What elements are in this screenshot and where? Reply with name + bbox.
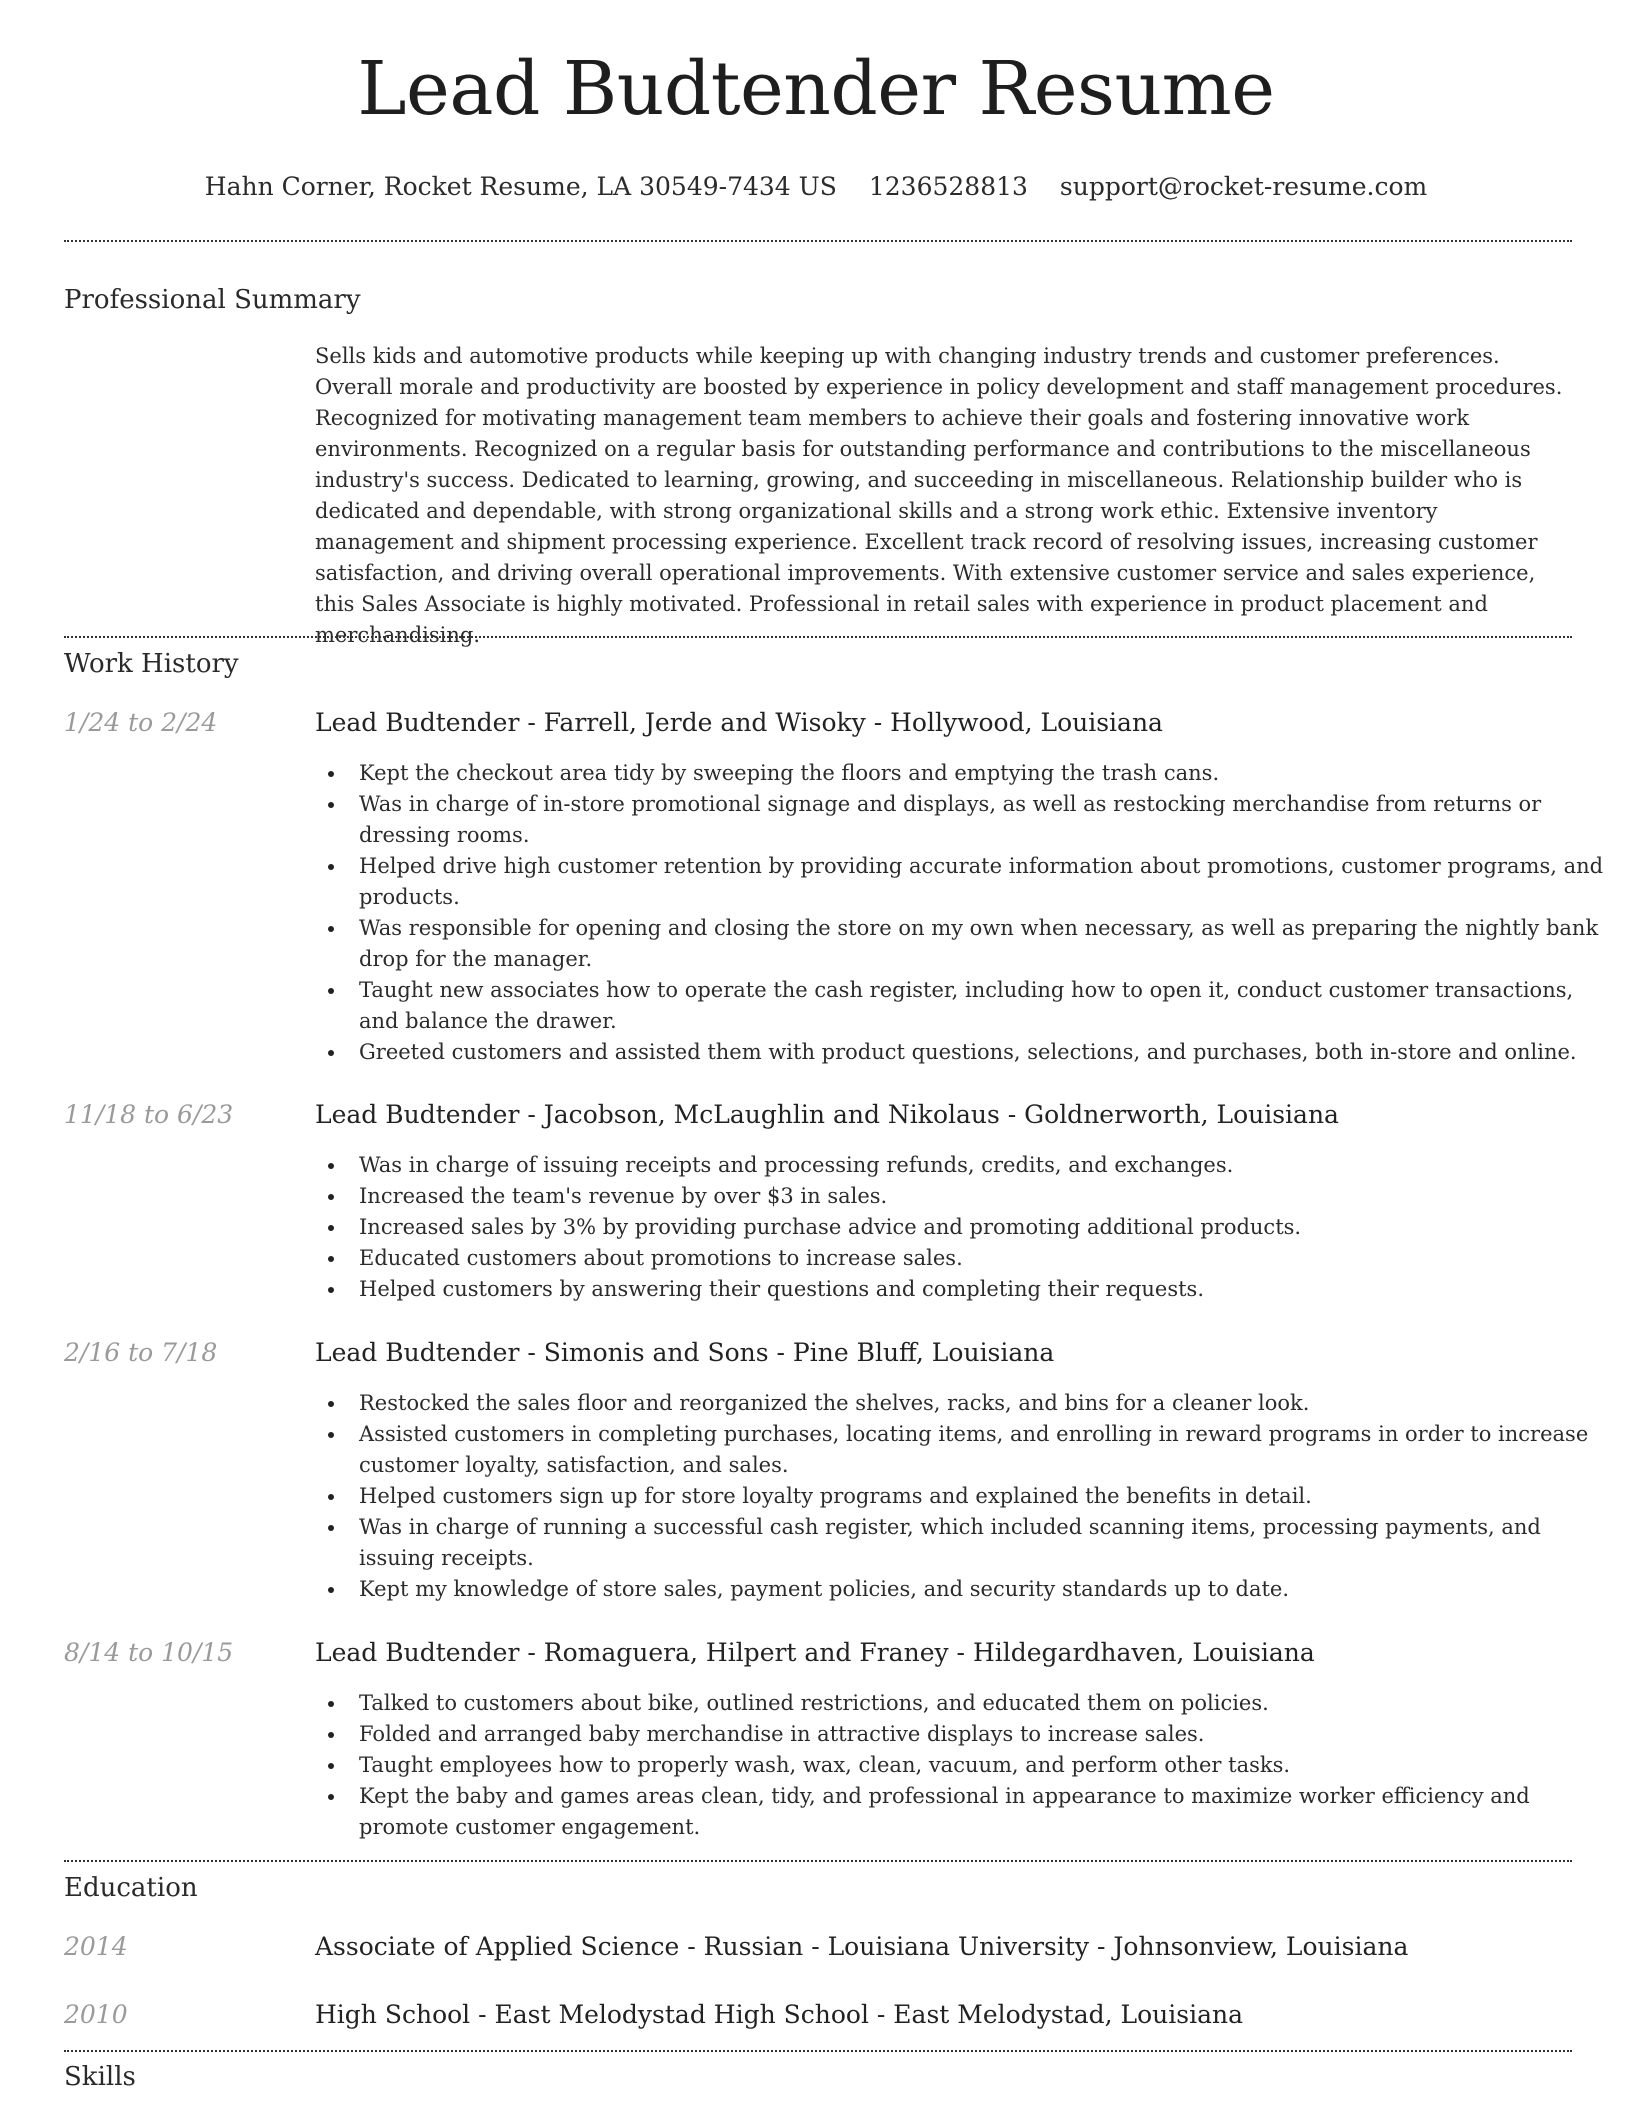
job-bullets xyxy=(315,1388,1617,1605)
job-dates: 2/16 to 7/18 xyxy=(64,1338,218,1367)
job-bullet: Kept my knowledge of store sales, payment policies, and security standards up to date. xyxy=(359,1574,1617,1605)
contact-address: Hahn Corner, Rocket Resume, LA 30549-7434 US xyxy=(204,172,837,201)
skills-heading: Skills xyxy=(64,2062,136,2092)
job-title: Lead Budtender - Jacobson, McLaughlin and Nikolaus - Goldnerworth, Louisiana xyxy=(315,1100,1339,1129)
job-bullets xyxy=(315,1150,1617,1305)
job-bullet: Folded and arranged baby merchandise in attractive displays to increase sales. xyxy=(359,1719,1617,1750)
contact-line xyxy=(0,172,1632,202)
job-bullets xyxy=(315,758,1617,1068)
job-bullet: Greeted customers and assisted them with product questions, selections, and purchases, both in-store and online. xyxy=(359,1037,1617,1068)
job-bullet: Increased sales by 3% by providing purchase advice and promoting additional products. xyxy=(359,1212,1617,1243)
job-bullet: Taught new associates how to operate the cash register, including how to open it, conduct customer transactions, and balance the drawer. xyxy=(359,975,1617,1037)
job-dates: 11/18 to 6/23 xyxy=(64,1100,234,1129)
job-bullets xyxy=(315,1688,1617,1843)
job-bullet: Kept the baby and games areas clean, tidy, and professional in appearance to maximize worker efficiency and promote customer engagement. xyxy=(359,1781,1617,1843)
job-bullet: Increased the team's revenue by over $3 in sales. xyxy=(359,1181,1617,1212)
job-bullet: Talked to customers about bike, outlined restrictions, and educated them on policies. xyxy=(359,1688,1617,1719)
job-title: Lead Budtender - Simonis and Sons - Pine Bluff, Louisiana xyxy=(315,1338,1055,1367)
job-bullet: Educated customers about promotions to increase sales. xyxy=(359,1243,1617,1274)
job-bullet: Taught employees how to properly wash, wax, clean, vacuum, and perform other tasks. xyxy=(359,1750,1617,1781)
job-bullet: Was in charge of running a successful cash register, which included scanning items, processing payments, and issuing receipts. xyxy=(359,1512,1617,1574)
job-title: Lead Budtender - Romaguera, Hilpert and Franey - Hildegardhaven, Louisiana xyxy=(315,1638,1315,1667)
education-year: 2014 xyxy=(64,1932,128,1961)
work-history-heading: Work History xyxy=(64,649,239,679)
job-bullet: Was in charge of issuing receipts and processing refunds, credits, and exchanges. xyxy=(359,1150,1617,1181)
job-bullet: Assisted customers in completing purchases, locating items, and enrolling in reward programs in order to increase customer loyalty, satisfaction, and sales. xyxy=(359,1419,1617,1481)
section-divider xyxy=(64,636,1572,638)
education-year: 2010 xyxy=(64,2000,128,2029)
contact-phone: 1236528813 xyxy=(868,172,1028,201)
section-divider xyxy=(64,1860,1572,1862)
job-dates: 1/24 to 2/24 xyxy=(64,708,218,737)
summary-heading: Professional Summary xyxy=(64,285,361,315)
summary-text: Sells kids and automotive products while keeping up with changing industry trends and customer preferences. Overall morale and productivity are boosted by experience in policy development and staff management procedures. Recognized for motivating management team members to achieve their goals and fostering innovative work environments. Recognized on a regular basis for outstanding performance and contributions to the miscellaneous industry's success. Dedicated to learning, growing, and succeeding in miscellaneous. Relationship builder who is dedicated and dependable, with strong organizational skills and a strong work ethic. Extensive inventory management and shipment processing experience. Excellent track record of resolving issues, increasing customer satisfaction, and driving overall operational improvements. With extensive customer service and sales experience, this Sales Associate is highly motivated. Professional in retail sales with experience in product placement and merchandising. xyxy=(315,344,1563,647)
job-bullet: Helped customers sign up for store loyalty programs and explained the benefits in detail. xyxy=(359,1481,1617,1512)
job-bullet: Helped customers by answering their questions and completing their requests. xyxy=(359,1274,1617,1305)
section-divider xyxy=(64,2050,1572,2052)
job-dates: 8/14 to 10/15 xyxy=(64,1638,234,1667)
job-bullet: Was in charge of in-store promotional signage and displays, as well as restocking merchandise from returns or dressing rooms. xyxy=(359,789,1617,851)
education-detail: Associate of Applied Science - Russian - Louisiana University - Johnsonview, Louisiana xyxy=(315,1932,1409,1961)
section-divider xyxy=(64,240,1572,242)
resume-title: Lead Budtender Resume xyxy=(357,46,1275,132)
education-detail: High School - East Melodystad High School - East Melodystad, Louisiana xyxy=(315,2000,1244,2029)
job-title: Lead Budtender - Farrell, Jerde and Wisoky - Hollywood, Louisiana xyxy=(315,708,1163,737)
job-bullet: Restocked the sales floor and reorganized the shelves, racks, and bins for a cleaner look. xyxy=(359,1388,1617,1419)
job-bullet: Helped drive high customer retention by providing accurate information about promotions, customer programs, and products. xyxy=(359,851,1617,913)
job-bullet: Was responsible for opening and closing the store on my own when necessary, as well as preparing the nightly bank drop for the manager. xyxy=(359,913,1617,975)
education-heading: Education xyxy=(64,1873,198,1903)
contact-email: support@rocket-resume.com xyxy=(1059,172,1428,201)
job-bullet: Kept the checkout area tidy by sweeping the floors and emptying the trash cans. xyxy=(359,758,1617,789)
